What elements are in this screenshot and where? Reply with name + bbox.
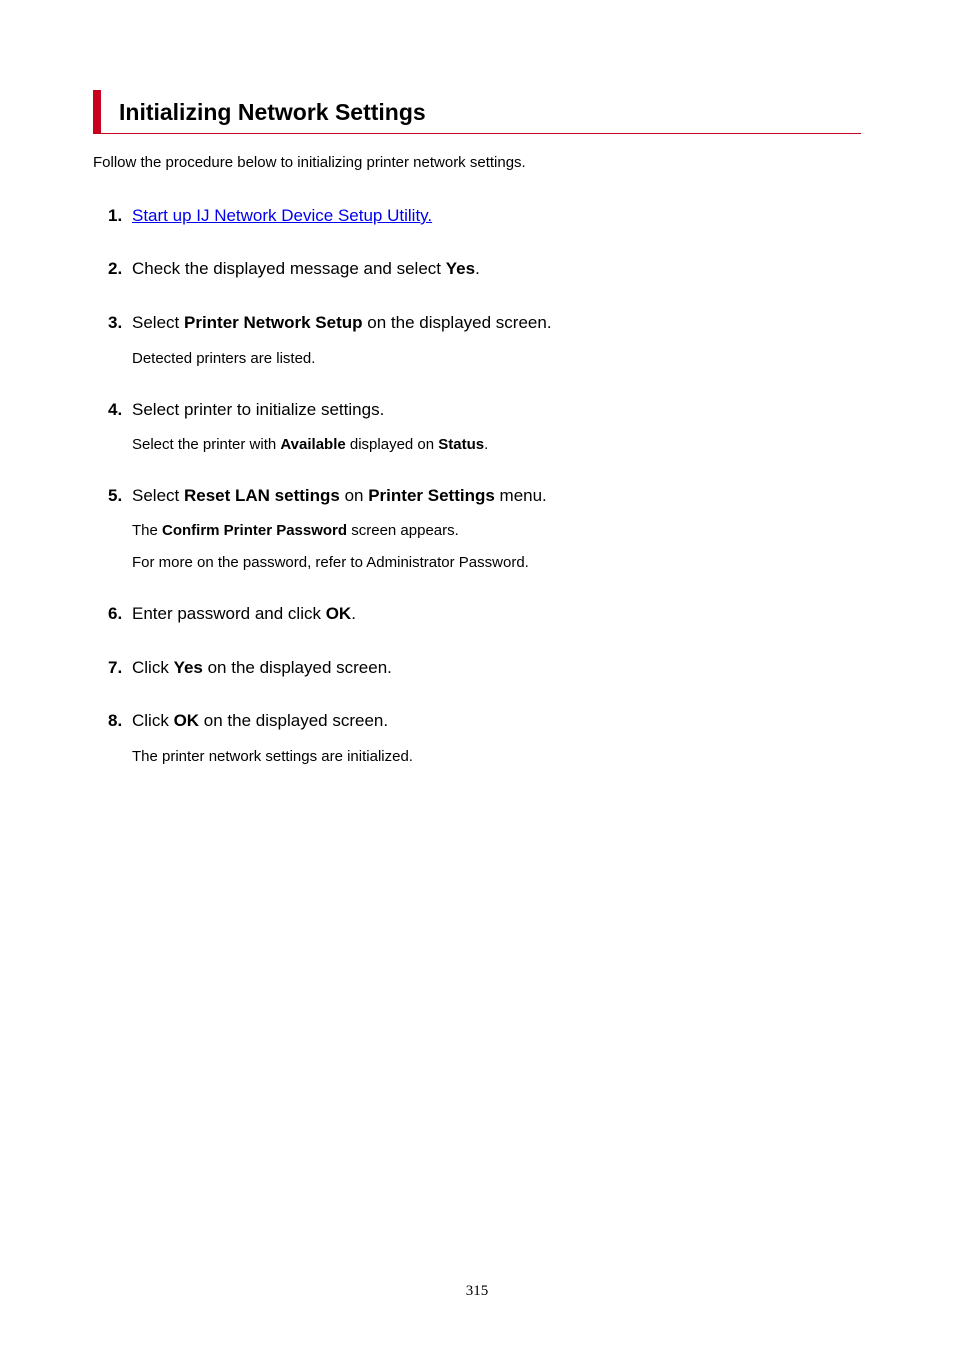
page-number: 315 <box>465 1283 489 1299</box>
step-text: Click OK on the displayed screen. <box>132 711 389 730</box>
step-note: The printer network settings are initialized. <box>132 748 413 765</box>
step-note: Select the printer with Available displayed on Status. <box>132 436 489 453</box>
step-text: Check the displayed message and select Yes. <box>132 259 480 278</box>
section-heading <box>93 90 861 134</box>
step-text: Select Printer Network Setup on the displayed screen. <box>132 313 552 332</box>
step-text <box>132 206 432 226</box>
step-note: For more on the password, refer to Administrator Password. <box>132 554 529 571</box>
setup-utility-link[interactable]: Start up IJ Network Device Setup Utility. <box>132 206 433 225</box>
step-text: Click Yes on the displayed screen. <box>132 658 392 677</box>
step-number: 3. <box>108 313 123 332</box>
step-text: Select printer to initialize settings. <box>132 400 385 419</box>
heading-accent-bar <box>93 90 101 134</box>
step-number: 4. <box>108 400 123 419</box>
step-number: 2. <box>108 259 123 278</box>
page-title: Initializing Network Settings <box>119 99 426 125</box>
step-note: Detected printers are listed. <box>132 350 316 367</box>
intro-text: Follow the procedure below to initializing printer network settings. <box>93 154 526 171</box>
step-number: 7. <box>108 658 123 677</box>
step-text: Select Reset LAN settings on Printer Settings menu. <box>132 486 547 505</box>
step-number: 5. <box>108 486 123 505</box>
step-text: Enter password and click OK. <box>132 604 356 623</box>
step-number: 6. <box>108 604 123 623</box>
step-note: The Confirm Printer Password screen appears. <box>132 522 459 539</box>
step-number: 8. <box>108 711 123 730</box>
step-number: 1. <box>108 206 123 225</box>
